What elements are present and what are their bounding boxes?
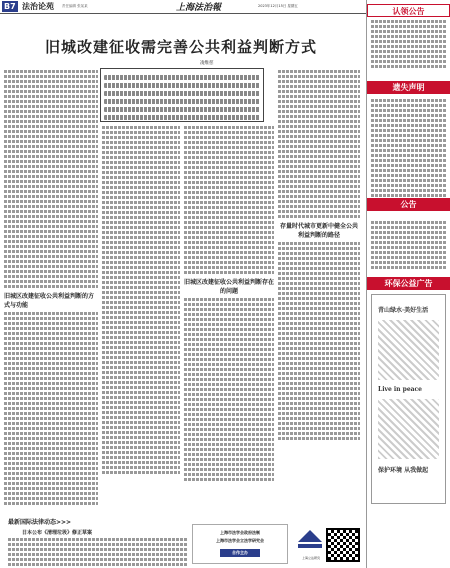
sponsor-line-3: 合作主办 bbox=[220, 549, 260, 557]
logo-label: 上海立法研究 bbox=[301, 556, 320, 560]
sponsor-line-2: 上海市法学会立法学研究会 bbox=[216, 538, 264, 543]
sidebar-block-3 bbox=[371, 221, 447, 271]
ad-illustration bbox=[378, 320, 439, 380]
sidebar-block-2 bbox=[371, 99, 447, 199]
legislation-logo bbox=[296, 528, 324, 552]
sponsor-box bbox=[192, 524, 288, 564]
issue-date: 2023年12月15日 星期五 bbox=[258, 4, 298, 8]
section-subline: 责任编辑 张某某 bbox=[62, 4, 88, 8]
section-title: 法治论苑 bbox=[22, 2, 54, 11]
masthead: 上海法治報 bbox=[176, 3, 222, 13]
ad-illustration-2 bbox=[378, 399, 439, 459]
sponsor-line-1: 上海市法学会政府法制 bbox=[220, 530, 260, 535]
article-author: 凌维慈 bbox=[200, 61, 214, 66]
ad-line-3: 保护环境 从我做起 bbox=[378, 467, 429, 474]
news-section-title: 最新国际法律动态>>> bbox=[8, 519, 72, 526]
ad-line-1: 青山绿水·美好生活 bbox=[378, 307, 429, 314]
sidebar-header-notice: 公告 bbox=[367, 198, 450, 211]
column-1 bbox=[4, 70, 98, 507]
ad-line-2: Live in peace bbox=[378, 386, 422, 393]
column-2 bbox=[102, 126, 180, 476]
sidebar-header-ad: 环保公益广告 bbox=[367, 277, 450, 290]
subheading-2: 旧城区改建征收公共利益判断存在的问题 bbox=[184, 279, 275, 295]
sidebar bbox=[366, 0, 450, 568]
sidebar-header-lost: 遗失声明 bbox=[367, 81, 450, 94]
column-4 bbox=[278, 70, 360, 442]
column-3 bbox=[184, 126, 274, 483]
subheading-3: 存量时代城市更新中健全公共利益判断的路径 bbox=[279, 223, 358, 239]
news-body bbox=[8, 538, 188, 568]
page-number: B7 bbox=[4, 2, 16, 11]
sidebar-header-claim: 认领公告 bbox=[367, 4, 450, 17]
summary-box bbox=[100, 68, 264, 122]
article-title: 旧城改建征收需完善公共利益判断方式 bbox=[44, 38, 317, 56]
subheading-1: 旧城区改建征收公共利益判断的方式与功能 bbox=[4, 293, 95, 309]
ad-box bbox=[371, 294, 446, 504]
news-subtitle: 日本公布《清理垃圾》修正草案 bbox=[22, 530, 93, 536]
qr-code[interactable] bbox=[326, 528, 360, 562]
main-article-area bbox=[0, 14, 362, 568]
sidebar-block-1 bbox=[371, 20, 447, 70]
